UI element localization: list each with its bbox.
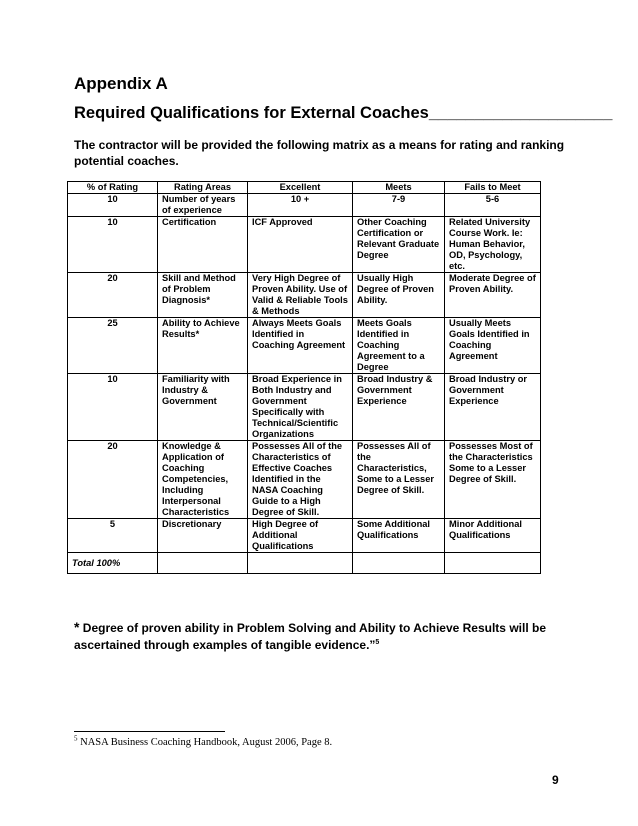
footnote-divider	[74, 731, 225, 732]
header-cell: Meets	[353, 182, 445, 194]
excellent-cell: High Degree of Additional Qualifications	[248, 519, 353, 553]
footnote-number: 5	[74, 734, 78, 743]
table-header-row	[68, 182, 541, 194]
rating-area-cell: Skill and Method of Problem Diagnosis*	[158, 273, 248, 318]
header-cell: Excellent	[248, 182, 353, 194]
rating-percent-cell: 25	[68, 318, 158, 374]
page-number: 9	[552, 773, 559, 787]
total-row	[68, 553, 541, 574]
rating-percent-cell: 20	[68, 441, 158, 519]
table-row	[68, 519, 541, 553]
header-cell: Rating Areas	[158, 182, 248, 194]
fails-cell: Usually Meets Goals Identified in Coaching Agreement	[445, 318, 541, 374]
header-cell: Fails to Meet	[445, 182, 541, 194]
table-row	[68, 318, 541, 374]
fails-cell: 5-6	[445, 194, 541, 217]
excellent-cell: Always Meets Goals Identified in Coaching Agreement	[248, 318, 353, 374]
rating-percent-cell: 10	[68, 374, 158, 441]
rating-percent-cell: 10	[68, 194, 158, 217]
rating-percent-cell: 5	[68, 519, 158, 553]
rating-area-cell: Ability to Achieve Results*	[158, 318, 248, 374]
meets-cell: Usually High Degree of Proven Ability.	[353, 273, 445, 318]
excellent-cell: 10 +	[248, 194, 353, 217]
rating-area-cell: Discretionary	[158, 519, 248, 553]
meets-cell: Some Additional Qualifications	[353, 519, 445, 553]
footnote-text: NASA Business Coaching Handbook, August 2006, Page 8.	[77, 737, 333, 748]
evidence-note	[74, 619, 564, 654]
rating-percent-cell: 20	[68, 273, 158, 318]
meets-cell: Other Coaching Certification or Relevant Graduate Degree	[353, 217, 445, 273]
asterisk-mark: *	[74, 619, 80, 635]
excellent-cell: Broad Experience in Both Industry and Government Specifically with Technical/Scientific Organizations	[248, 374, 353, 441]
rating-area-cell: Familiarity with Industry & Government	[158, 374, 248, 441]
meets-cell: Meets Goals Identified in Coaching Agreement to a Degree	[353, 318, 445, 374]
table-row	[68, 273, 541, 318]
empty-cell	[158, 553, 248, 574]
intro-paragraph: The contractor will be provided the following matrix as a means for rating and ranking potential coaches.	[74, 138, 565, 168]
empty-cell	[248, 553, 353, 574]
fails-cell: Related University Course Work. Ie: Human Behavior, OD, Psychology, etc.	[445, 217, 541, 273]
fails-cell: Moderate Degree of Proven Ability.	[445, 273, 541, 318]
appendix-title: Appendix A	[74, 74, 168, 93]
excellent-cell: Very High Degree of Proven Ability. Use of Valid & Reliable Tools & Methods	[248, 273, 353, 318]
meets-cell: Possesses All of the Characteristics, Some to a Lesser Degree of Skill.	[353, 441, 445, 519]
table-row	[68, 441, 541, 519]
table-row	[68, 194, 541, 217]
empty-cell	[353, 553, 445, 574]
total-label-cell: Total 100%	[68, 553, 158, 574]
excellent-cell: ICF Approved	[248, 217, 353, 273]
excellent-cell: Possesses All of the Characteristics of Effective Coaches Identified in the NASA Coaching Guide to a High Degree of Skill.	[248, 441, 353, 519]
meets-cell: Broad Industry & Government Experience	[353, 374, 445, 441]
rating-area-cell: Knowledge & Application of Coaching Competencies, Including Interpersonal Characteristics	[158, 441, 248, 519]
footnote-reference: 5	[375, 639, 380, 646]
rating-area-cell: Certification	[158, 217, 248, 273]
table-row	[68, 374, 541, 441]
fails-cell: Minor Additional Qualifications	[445, 519, 541, 553]
evidence-note-text: Degree of proven ability in Problem Solving and Ability to Achieve Results will be ascertained through examples of tangible evidence.”	[74, 621, 546, 652]
meets-cell: 7-9	[353, 194, 445, 217]
footnote	[74, 734, 333, 748]
empty-cell	[445, 553, 541, 574]
fails-cell: Possesses Most of the Characteristics Some to a Lesser Degree of Skill.	[445, 441, 541, 519]
rating-percent-cell: 10	[68, 217, 158, 273]
header-cell: % of Rating	[68, 182, 158, 194]
rating-area-cell: Number of years of experience	[158, 194, 248, 217]
table-row	[68, 217, 541, 273]
rating-matrix-table	[67, 181, 541, 574]
fails-cell: Broad Industry or Government Experience	[445, 374, 541, 441]
section-heading: Required Qualifications for External Coaches____________________	[74, 104, 613, 122]
